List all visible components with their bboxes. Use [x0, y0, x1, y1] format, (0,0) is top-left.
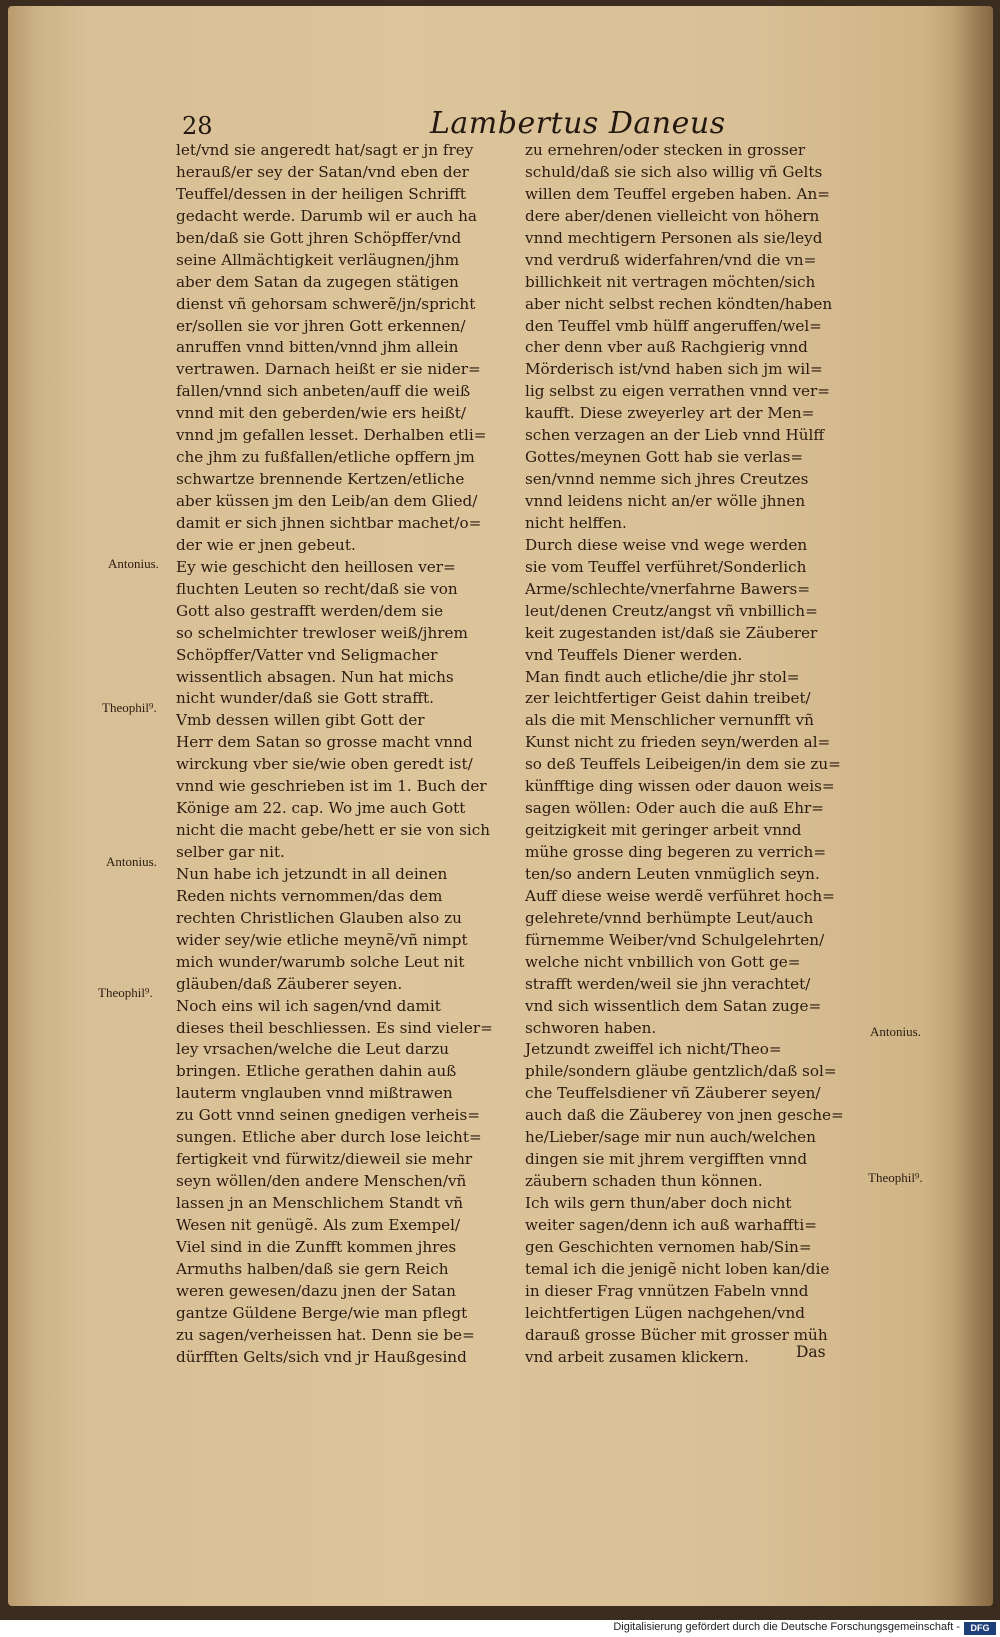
text-line: Man findt auch etliche/die jhr stol=	[525, 667, 800, 686]
text-line: keit zugestanden ist/daß sie Zäuberer	[525, 623, 818, 642]
text-line: leut/denen Creutz/angst vñ vnbillich=	[525, 601, 818, 620]
margin-note-theophilus: Theophil⁹.	[868, 1170, 923, 1185]
text-line: vnnd mit den geberden/wie ers heißt/	[176, 404, 467, 423]
text-line: Jetzundt zweiffel ich nicht/Theo=	[525, 1040, 782, 1059]
text-line: vnnd jm gefallen lesset. Derhalben etli=	[176, 426, 487, 445]
margin-note-theophilus: Theophil⁹.	[98, 985, 153, 1000]
text-line: dürfften Gelts/sich vnd jr Haußgesind	[176, 1347, 467, 1366]
text-line: nicht wunder/daß sie Gott strafft.	[176, 689, 434, 708]
text-line: vertrawen. Darnach heißt er sie nider=	[176, 360, 481, 379]
text-line: he/Lieber/sage mir nun auch/welchen	[525, 1128, 816, 1147]
text-line: künfftige ding wissen oder dauon weis=	[525, 777, 835, 796]
text-line: ben/daß sie Gott jhren Schöpffer/vnd	[176, 228, 462, 247]
text-line: aber küssen jm den Leib/an dem Glied/	[176, 492, 478, 510]
text-line: welche nicht vnbillich von Gott ge=	[525, 952, 801, 971]
margin-note-antonius: Antonius.	[108, 556, 159, 571]
text-line: fürnemme Weiber/vnd Schulgelehrten/	[525, 930, 825, 949]
text-line: Teuffel/dessen in der heiligen Schrifft	[176, 184, 466, 203]
text-line: che jhm zu fußfallen/etliche opffern jm	[176, 448, 475, 467]
text-line: lassen jn an Menschlichem Standt vñ	[176, 1194, 464, 1212]
text-line: schuld/daß sie sich also willig vñ Gelts	[525, 162, 823, 181]
text-line: der wie er jnen gebeut.	[176, 535, 356, 554]
text-line: fallen/vnnd sich anbeten/auff die weiß	[176, 382, 471, 401]
text-line: vnnd leidens nicht an/er wölle jhnen	[525, 492, 806, 510]
text-line: che Teuffelsdiener vñ Zäuberer seyen/	[525, 1084, 821, 1103]
text-line: let/vnd sie angeredt hat/sagt er jn frey	[176, 141, 474, 159]
text-line: weiter sagen/denn ich auß warhaffti=	[525, 1215, 817, 1234]
text-line: sen/vnnd nemme sich jhres Creutzes	[525, 470, 809, 489]
text-line: vnd verdruß widerfahren/vnd die vn=	[525, 250, 817, 269]
text-line: vnnd wie geschrieben ist im 1. Buch der	[176, 777, 487, 796]
margin-note-antonius: Antonius.	[106, 854, 157, 869]
text-line: Vmb dessen willen gibt Gott der	[176, 711, 425, 730]
left-text-column	[176, 140, 506, 1369]
text-line: geitzigkeit mit geringer arbeit vnnd	[525, 821, 802, 840]
text-line: in dieser Frag vnnützen Fabeln vnnd	[525, 1281, 809, 1300]
margin-note-antonius: Antonius.	[870, 1024, 921, 1039]
text-line: wirckung vber sie/wie oben geredt ist/	[176, 755, 473, 774]
text-line: lig selbst zu eigen verrathen vnnd ver=	[525, 382, 830, 401]
text-line: Ey wie geschicht den heillosen ver=	[176, 557, 456, 576]
text-line: vnd sich wissentlich dem Satan zuge=	[525, 996, 822, 1015]
text-line: Auff diese weise werdẽ verführet hoch=	[525, 886, 835, 905]
margin-note-theophilus: Theophil⁹.	[102, 700, 157, 715]
text-line: zu Gott vnnd seinen gnedigen verheis=	[176, 1106, 480, 1125]
text-line: Armuths halben/daß sie gern Reich	[176, 1259, 449, 1278]
text-line: sagen wöllen: Oder auch die auß Ehr=	[525, 799, 824, 818]
text-line: lauterm vnglauben vnnd mißtrawen	[176, 1084, 453, 1103]
text-line: dienst vñ gehorsam schwerẽ/jn/spricht	[176, 294, 476, 313]
text-line: wider sey/wie etliche meynẽ/vñ nimpt	[176, 930, 468, 949]
text-line: Wesen nit genügẽ. Als zum Exempel/	[176, 1215, 461, 1234]
text-line: zu sagen/verheissen hat. Denn sie be=	[176, 1325, 475, 1344]
text-line: leichtfertigen Lügen nachgehen/vnd	[525, 1303, 806, 1322]
text-line: Viel sind in die Zunfft kommen jhres	[176, 1237, 457, 1256]
text-line: Ich wils gern thun/aber doch nicht	[525, 1194, 792, 1212]
page-edge-shadow	[953, 6, 993, 1606]
text-line: aber nicht selbst rechen köndten/haben	[525, 294, 833, 313]
text-line: cher denn vber auß Rachgierig vnnd	[525, 338, 808, 357]
footer-bar	[0, 1621, 1000, 1637]
text-line: Mörderisch ist/vnd haben sich jm wil=	[525, 360, 823, 379]
text-line: mühe grosse ding begeren zu verrich=	[525, 843, 827, 861]
running-head: Lambertus Daneus	[430, 106, 726, 141]
text-line: phile/sondern gläube gentzlich/daß sol=	[525, 1062, 837, 1081]
text-line: gantze Güldene Berge/wie man pflegt	[176, 1303, 468, 1322]
text-line: ley vrsachen/welche die Leut darzu	[176, 1040, 450, 1059]
text-line: temal ich die jenigẽ nicht loben kan/die	[525, 1259, 830, 1278]
text-line: zu ernehren/oder stecken in grosser	[525, 141, 806, 159]
text-line: Gott also gestrafft werden/dem sie	[176, 601, 444, 620]
text-line: Kunst nicht zu frieden seyn/werden al=	[525, 733, 831, 752]
text-line: den Teuffel vmb hülff angeruffen/wel=	[525, 316, 822, 335]
text-line: Könige am 22. cap. Wo jme auch Gott	[176, 799, 466, 818]
text-line: fertigkeit vnd fürwitz/dieweil sie mehr	[176, 1150, 473, 1169]
text-line: herauß/er sey der Satan/vnd eben der	[176, 162, 469, 181]
text-line: auch daß die Zäuberey von jnen gesche=	[525, 1106, 844, 1125]
text-line: darauß grosse Bücher mit grosser müh	[525, 1325, 828, 1344]
text-line: vnd arbeit zusamen klickern.	[525, 1347, 749, 1366]
text-line: als die mit Menschlicher vernunfft vñ	[525, 711, 814, 730]
text-line: so deß Teuffels Leibeigen/in dem sie zu=	[525, 755, 841, 774]
text-line: gedacht werde. Darumb wil er auch ha	[176, 206, 477, 225]
text-line: nicht helffen.	[525, 513, 627, 532]
text-line: zer leichtfertiger Geist dahin treibet/	[525, 689, 811, 708]
text-line: mich wunder/warumb solche Leut nit	[176, 952, 465, 971]
text-line: Herr dem Satan so grosse macht vnnd	[176, 733, 473, 752]
text-line: Nun habe ich jetzundt in all deinen	[176, 864, 448, 883]
text-line: bringen. Etliche gerathen dahin auß	[176, 1062, 457, 1081]
text-line: strafft werden/weil sie jhn verachtet/	[525, 974, 811, 993]
text-line: schworen haben.	[525, 1018, 657, 1037]
right-text-column	[525, 140, 855, 1369]
text-line: vnnd mechtigern Personen als sie/leyd	[525, 228, 823, 247]
text-line: damit er sich jhnen sichtbar machet/o=	[176, 513, 482, 532]
text-line: selber gar nit.	[176, 843, 285, 861]
page-number: 28	[182, 112, 213, 140]
text-line: zäubern schaden thun können.	[525, 1172, 763, 1191]
text-line: dingen sie mit jhrem vergifften vnnd	[525, 1150, 808, 1169]
catchword: Das	[796, 1343, 826, 1361]
text-line: sie vom Teuffel verführet/Sonderlich	[525, 557, 807, 576]
text-line: Schöpffer/Vatter vnd Seligmacher	[176, 645, 438, 664]
text-line: schwartze brennende Kertzen/etliche	[176, 470, 465, 489]
text-line: gelehrete/vnnd berhümpte Leut/auch	[525, 908, 814, 927]
text-line: nicht die macht gebe/hett er sie von sich	[176, 821, 491, 840]
text-line: weren gewesen/dazu jnen der Satan	[176, 1281, 456, 1300]
text-line: vnd Teuffels Diener werden.	[525, 645, 743, 664]
text-line: ten/so andern Leuten vnmüglich seyn.	[525, 864, 820, 883]
text-line: gläuben/daß Zäuberer seyen.	[176, 974, 403, 993]
text-line: seyn wöllen/den andere Menschen/vñ	[176, 1172, 467, 1191]
text-line: schen verzagen an der Lieb vnnd Hülff	[525, 426, 825, 445]
text-line: so schelmichter trewloser weiß/jhrem	[176, 623, 468, 642]
text-line: Durch diese weise vnd wege werden	[525, 535, 808, 554]
text-line: willen dem Teuffel ergeben haben. An=	[525, 184, 831, 203]
digitization-credit: Digitalisierung gefördert durch die Deutsche Forschungsgemeinschaft -	[613, 1621, 960, 1633]
text-line: Arme/schlechte/vnerfahrne Bawers=	[525, 579, 811, 598]
text-line: Noch eins wil ich sagen/vnd damit	[176, 996, 441, 1015]
text-line: rechten Christlichen Glauben also zu	[176, 908, 462, 927]
text-line: fluchten Leuten so recht/daß sie von	[176, 579, 458, 598]
text-line: gen Geschichten vernomen hab/Sin=	[525, 1237, 812, 1256]
text-line: Reden nichts vernommen/das dem	[176, 886, 443, 905]
text-line: er/sollen sie vor jhren Gott erkennen/	[176, 316, 466, 335]
text-line: sungen. Etliche aber durch lose leicht=	[176, 1128, 482, 1147]
text-line: anruffen vnnd bitten/vnnd jhm allein	[176, 338, 459, 357]
text-line: Gottes/meynen Gott hab sie verlas=	[525, 448, 804, 467]
text-line: wissentlich absagen. Nun hat michs	[176, 667, 454, 686]
text-line: kaufft. Diese zweyerley art der Men=	[525, 404, 815, 423]
text-line: seine Allmächtigkeit verläugnen/jhm	[176, 250, 460, 269]
text-line: billichkeit nit vertragen möchten/sich	[525, 272, 816, 291]
text-line: aber dem Satan da zugegen stätigen	[176, 272, 459, 291]
dfg-logo: DFG	[964, 1622, 996, 1635]
text-line: dere aber/denen vielleicht von höhern	[525, 206, 820, 225]
text-line: dieses theil beschliessen. Es sind vieler=	[176, 1018, 493, 1037]
